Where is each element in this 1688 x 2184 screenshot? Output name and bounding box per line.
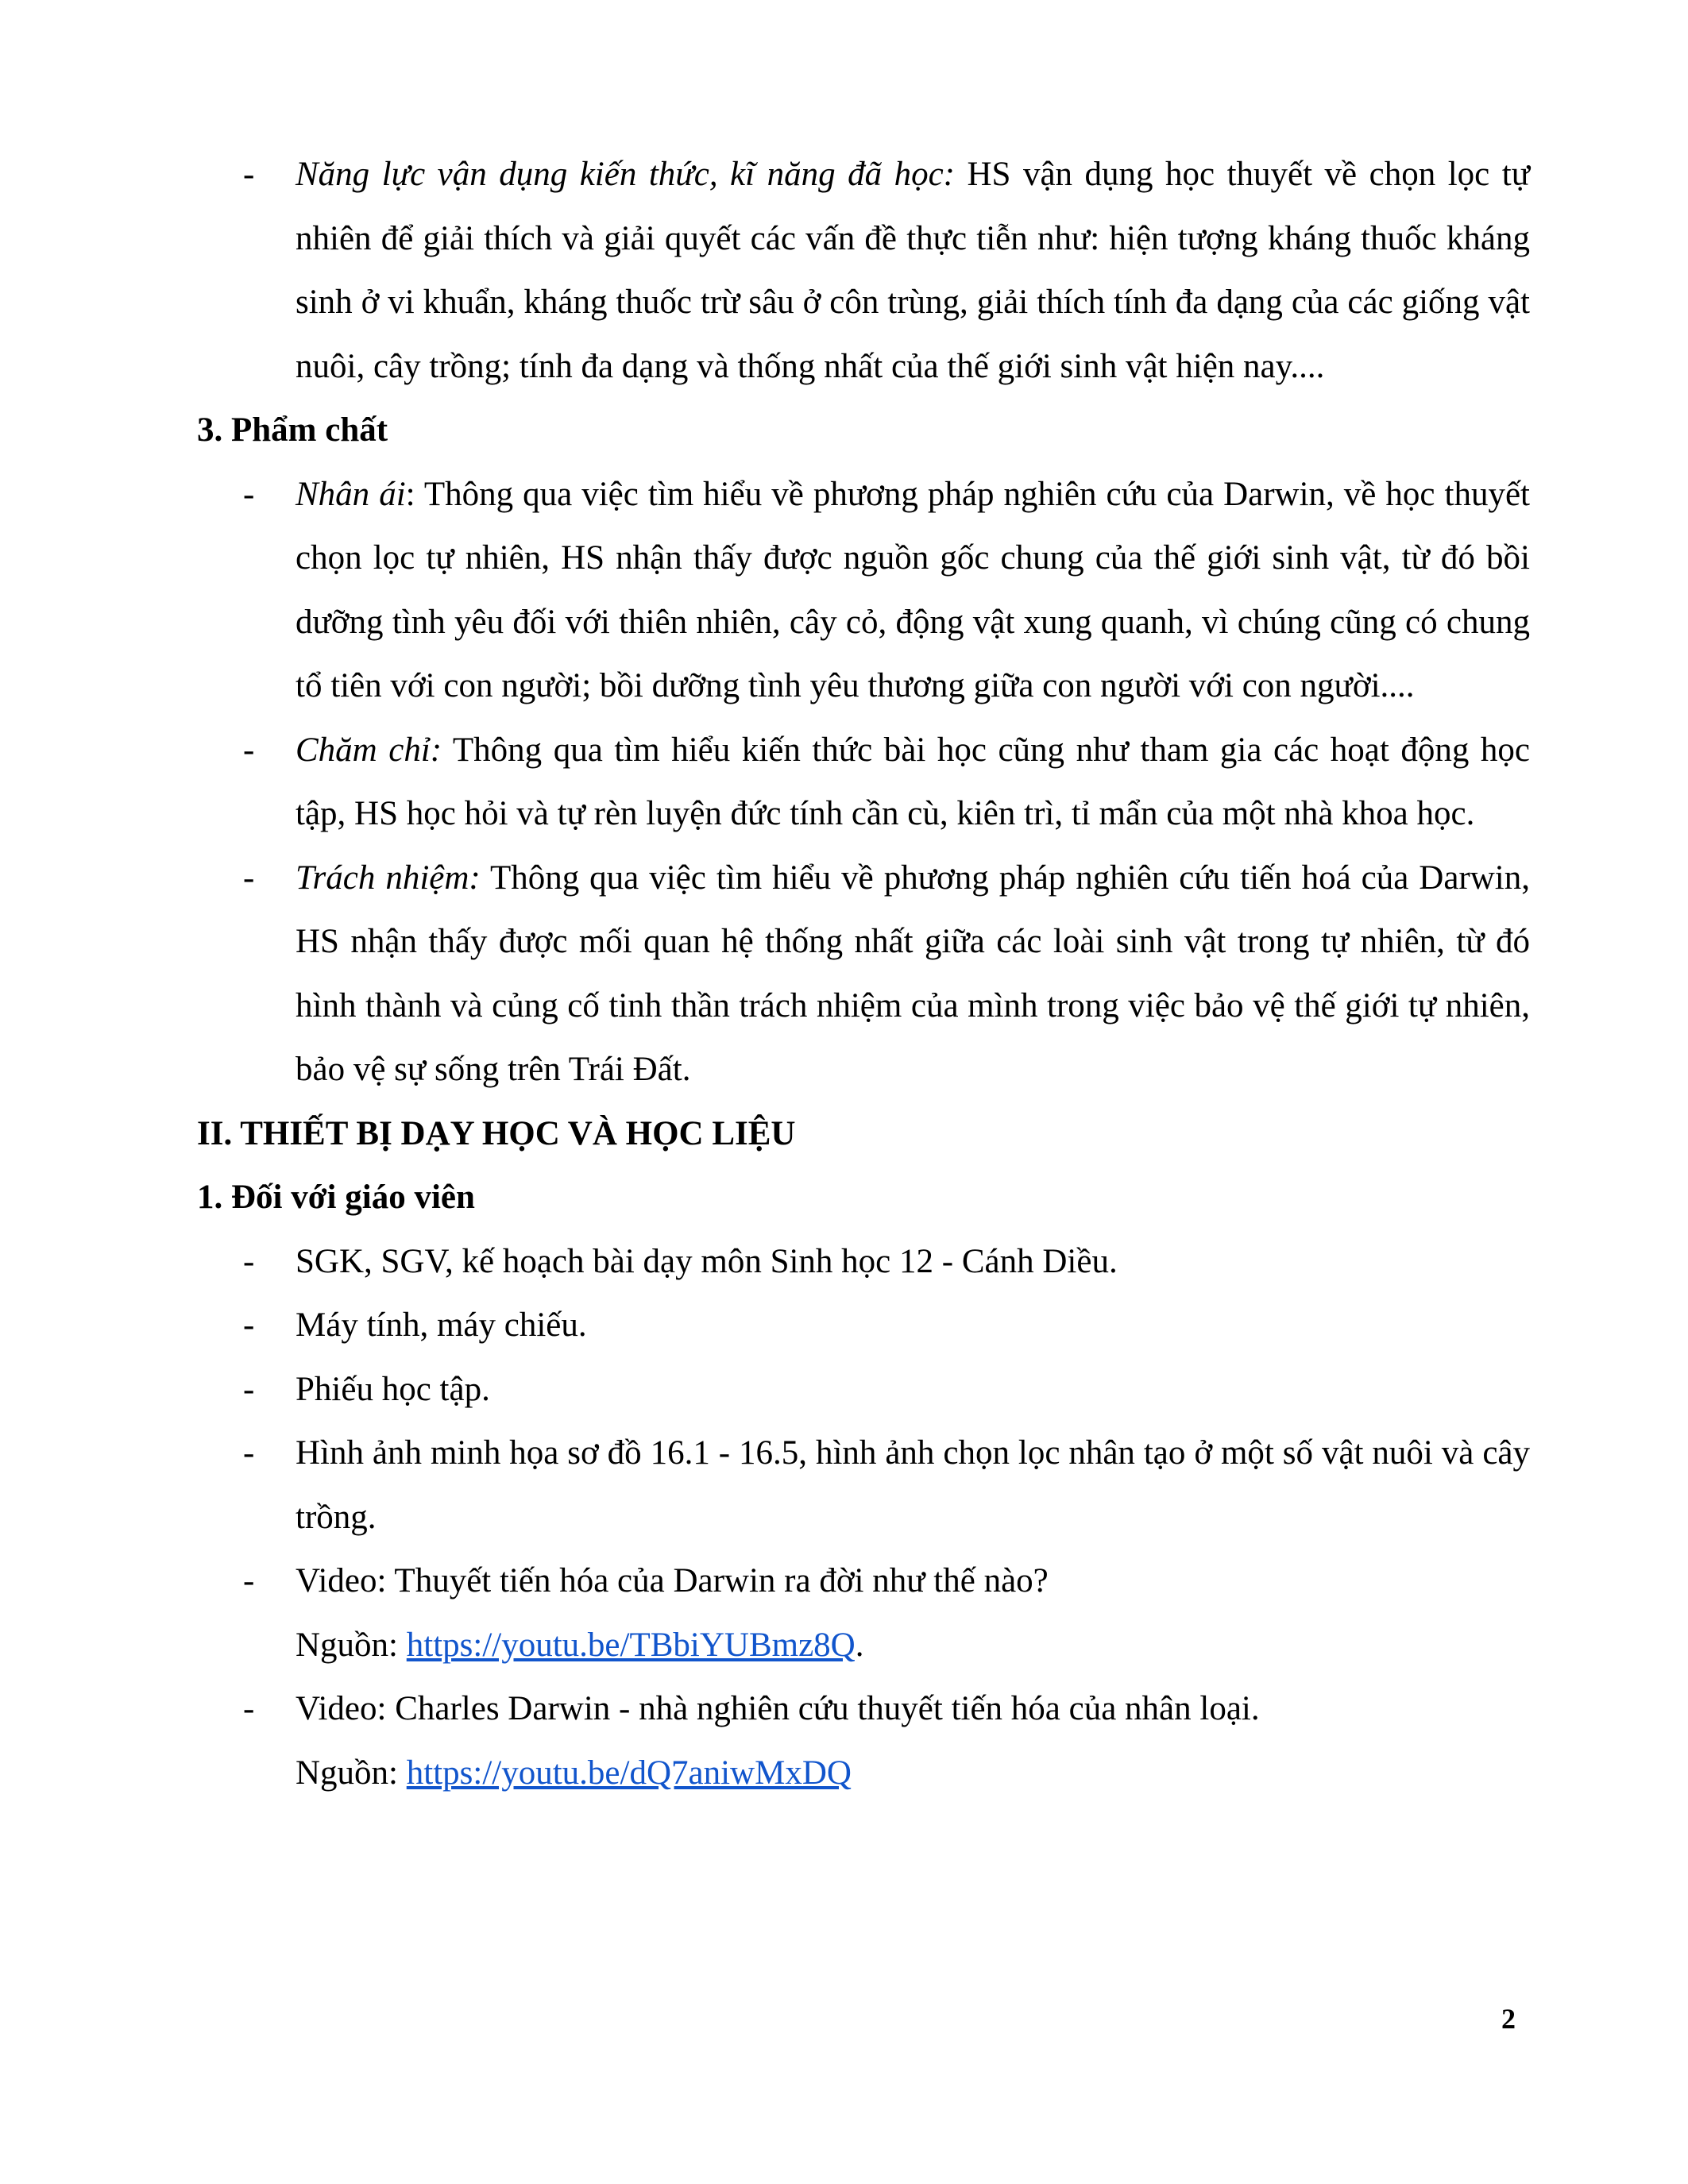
bullet-dash: - bbox=[243, 859, 255, 897]
item-text: Thông qua việc tìm hiểu về phương pháp nghiên cứu tiến hoá của Darwin, HS nhận thấy được mối quan hệ thống nhất giữa các loài sinh vật trong tự nhiên, từ đó hình thành và củng cố tinh thần trách nhiệm của mình trong việc bảo vệ thế giới tự nhiên, bảo vệ sự sống trên Trái Đất. bbox=[295, 859, 1530, 1088]
item-text: Thông qua tìm hiểu kiến thức bài học cũng như tham gia các hoạt động học tập, HS học hỏi và tự rèn luyện đức tính cần cù, kiên trì, tỉ mẩn của một nhà khoa học. bbox=[295, 731, 1530, 832]
source-label: Nguồn: bbox=[295, 1754, 407, 1792]
list-item-video-1 bbox=[197, 1549, 1530, 1677]
page-number: 2 bbox=[1501, 2003, 1516, 2035]
list-item-video-2 bbox=[197, 1677, 1530, 1805]
source-suffix: . bbox=[855, 1626, 864, 1664]
bullet-dash: - bbox=[243, 1562, 255, 1599]
item-term: Năng lực vận dụng kiến thức, kĩ năng đã học: bbox=[295, 156, 955, 193]
bullet-dash: - bbox=[243, 731, 255, 769]
list-item-cham-chi bbox=[197, 719, 1530, 847]
item-term: Trách nhiệm: bbox=[295, 859, 481, 897]
bullet-dash: - bbox=[243, 1242, 255, 1280]
video-link[interactable]: https://youtu.be/dQ7aniwMxDQ bbox=[406, 1754, 852, 1792]
part-heading-thiet-bi: II. THIẾT BỊ DẠY HỌC VÀ HỌC LIỆU bbox=[197, 1114, 796, 1152]
video-source bbox=[295, 1614, 1530, 1678]
list-item-nang-luc-van-dung bbox=[197, 143, 1530, 399]
list-item-may-tinh bbox=[197, 1294, 1530, 1358]
section-heading-pham-chat: 3. Phẩm chất bbox=[197, 411, 388, 449]
item-text: Phiếu học tập. bbox=[295, 1370, 490, 1408]
bullet-dash: - bbox=[243, 1690, 255, 1727]
source-label: Nguồn: bbox=[295, 1626, 407, 1664]
page-content bbox=[197, 143, 1530, 1805]
item-term: Chăm chỉ: bbox=[295, 731, 442, 769]
section-heading-giao-vien: 1. Đối với giáo viên bbox=[197, 1179, 475, 1216]
list-item-sgk bbox=[197, 1230, 1530, 1295]
item-text: Máy tính, máy chiếu. bbox=[295, 1306, 587, 1344]
item-text: SGK, SGV, kế hoạch bài dạy môn Sinh học 12 - Cánh Diều. bbox=[295, 1242, 1118, 1280]
bullet-dash: - bbox=[243, 1306, 255, 1344]
video-title: Video: Charles Darwin - nhà nghiên cứu thuyết tiến hóa của nhân loại. bbox=[295, 1690, 1260, 1727]
bullet-dash: - bbox=[243, 156, 255, 193]
video-link[interactable]: https://youtu.be/TBbiYUBmz8Q bbox=[406, 1626, 856, 1664]
video-source bbox=[295, 1742, 1530, 1806]
bullet-dash: - bbox=[243, 1434, 255, 1472]
bullet-dash: - bbox=[243, 1370, 255, 1408]
list-item-phieu-hoc-tap bbox=[197, 1358, 1530, 1422]
video-title: Video: Thuyết tiến hóa của Darwin ra đời như thế nào? bbox=[295, 1562, 1049, 1599]
list-item-trach-nhiem bbox=[197, 847, 1530, 1102]
item-term: Nhân ái bbox=[295, 475, 406, 513]
item-text: : Thông qua việc tìm hiểu về phương pháp nghiên cứu của Darwin, về học thuyết chọn lọc tự nhiên, HS nhận thấy được nguồn gốc chung của thế giới sinh vật, từ đó bồi dưỡng tình yêu đối với thiên nhiên, cây cỏ, động vật xung quanh, vì chúng cũng có chung tổ tiên với con người; bồi dưỡng tình yêu thương giữa con người với con người.... bbox=[295, 475, 1530, 704]
item-text: HS vận dụng học thuyết về chọn lọc tự nhiên để giải thích và giải quyết các vấn đề thực tiễn như: hiện tượng kháng thuốc kháng sinh ở vi khuẩn, kháng thuốc trừ sâu ở côn trùng, giải thích tính đa dạng của các giống vật nuôi, cây trồng; tính đa dạng và thống nhất của thế giới sinh vật hiện nay.... bbox=[295, 156, 1530, 385]
list-item-hinh-anh bbox=[197, 1422, 1530, 1549]
item-text: Hình ảnh minh họa sơ đồ 16.1 - 16.5, hình ảnh chọn lọc nhân tạo ở một số vật nuôi và cây trồng. bbox=[295, 1434, 1530, 1536]
list-item-nhan-ai bbox=[197, 463, 1530, 719]
bullet-dash: - bbox=[243, 475, 255, 513]
